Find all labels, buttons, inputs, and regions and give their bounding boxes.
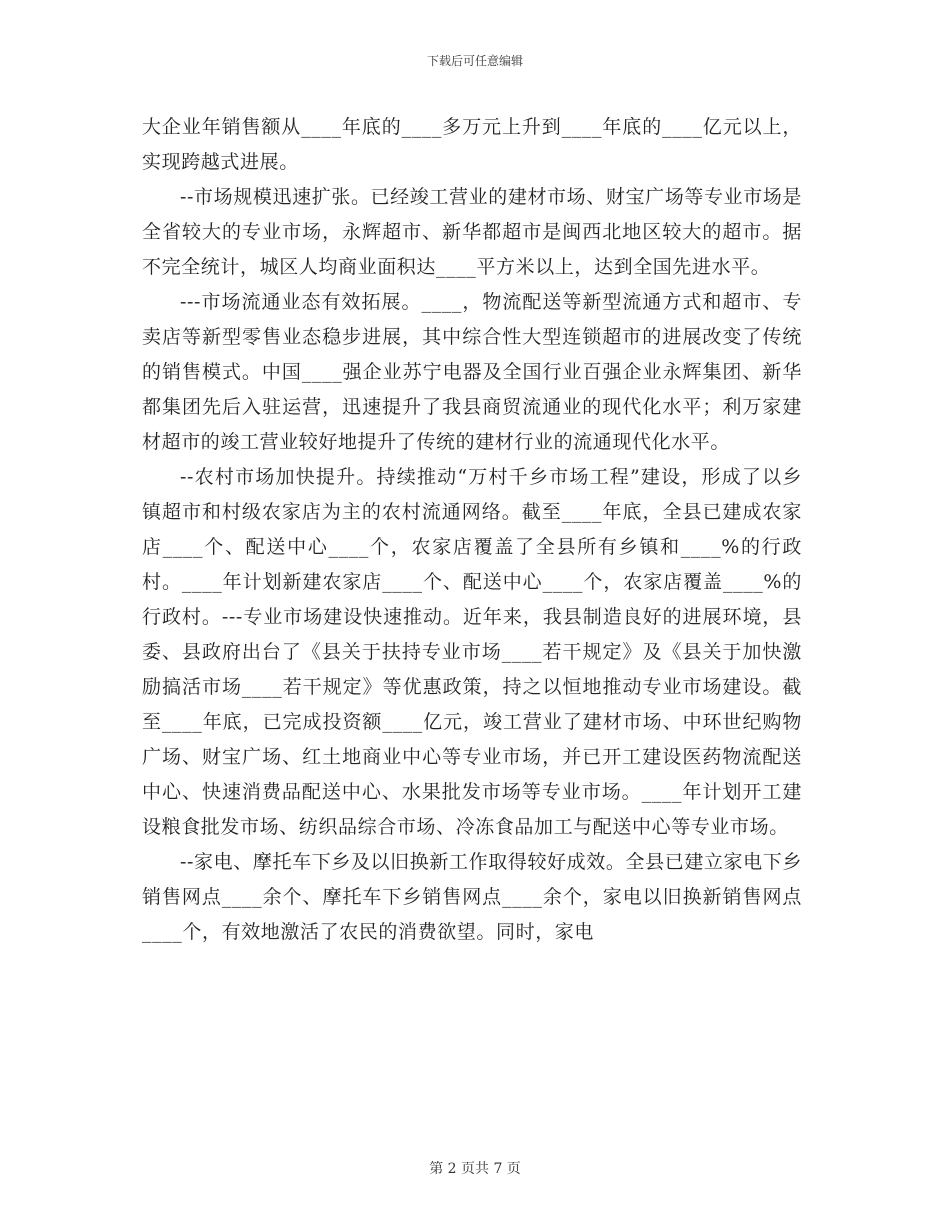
paragraph-1: 大企业年销售额从____年底的____多万元上升到____年底的____亿元以上，实现跨越式进展。 xyxy=(142,116,802,173)
paragraph-2: --市场规模迅速扩张。已经竣工营业的建材市场、财宝广场等专业市场是全省较大的专业市场，永辉超市、新华都超市是闽西北地区较大的超市。据不完全统计，城区人均商业面积达____平方米以上，达到全国先进水平。 xyxy=(142,186,802,278)
paragraph-3: ---市场流通业态有效拓展。____，物流配送等新型流通方式和超市、专卖店等新型零售业态稳步进展，其中综合性大型连锁超市的进展改变了传统的销售模式。中国____强企业苏宁电器及全国行业百强企业永辉集团、新华都集团先后入驻运营，迅速提升了我县商贸流通业的现代化水平；利万家建材超市的竣工营业较好地提升了传统的建材行业的流通现代化水平。 xyxy=(142,291,802,453)
paragraph-4: --农村市场加快提升。持续推动“万村千乡市场工程”建设，形成了以乡镇超市和村级农家店为主的农村流通网络。截至____年底，全县已建成农家店____个、配送中心____个，农家店覆盖了全县所有乡镇和____%的行政村。____年计划新建农家店____个、配送中心____个，农家店覆盖____%的行政村。---专业市场建设快速推动。近年来，我县制造良好的进展环境，县委、县政府出台了《县关于扶持专业市场____若干规定》及《县关于加快激励搞活市场____若干规定》等优惠政策，持之以恒地推动专业市场建设。截至____年底，已完成投资额____亿元，竣工营业了建材市场、中环世纪购物广场、财宝广场、红土地商业中心等专业市场，并已开工建设医药物流配送中心、快速消费品配送中心、水果批发市场等专业市场。____年计划开工建设粮食批发市场、纺织品综合市场、冷冻食品加工与配送中心等专业市场。 xyxy=(142,466,802,838)
document-body xyxy=(142,110,802,950)
page-footer: 第 2 页共 7 页 xyxy=(429,1161,521,1177)
paragraph-5: --家电、摩托车下乡及以旧换新工作取得较好成效。全县已建立家电下乡销售网点____余个、摩托车下乡销售网点____余个，家电以旧换新销售网点____个，有效地激活了农民的消费欲望。同时，家电 xyxy=(142,851,802,943)
page-header: 下载后可任意编辑 xyxy=(426,54,523,68)
